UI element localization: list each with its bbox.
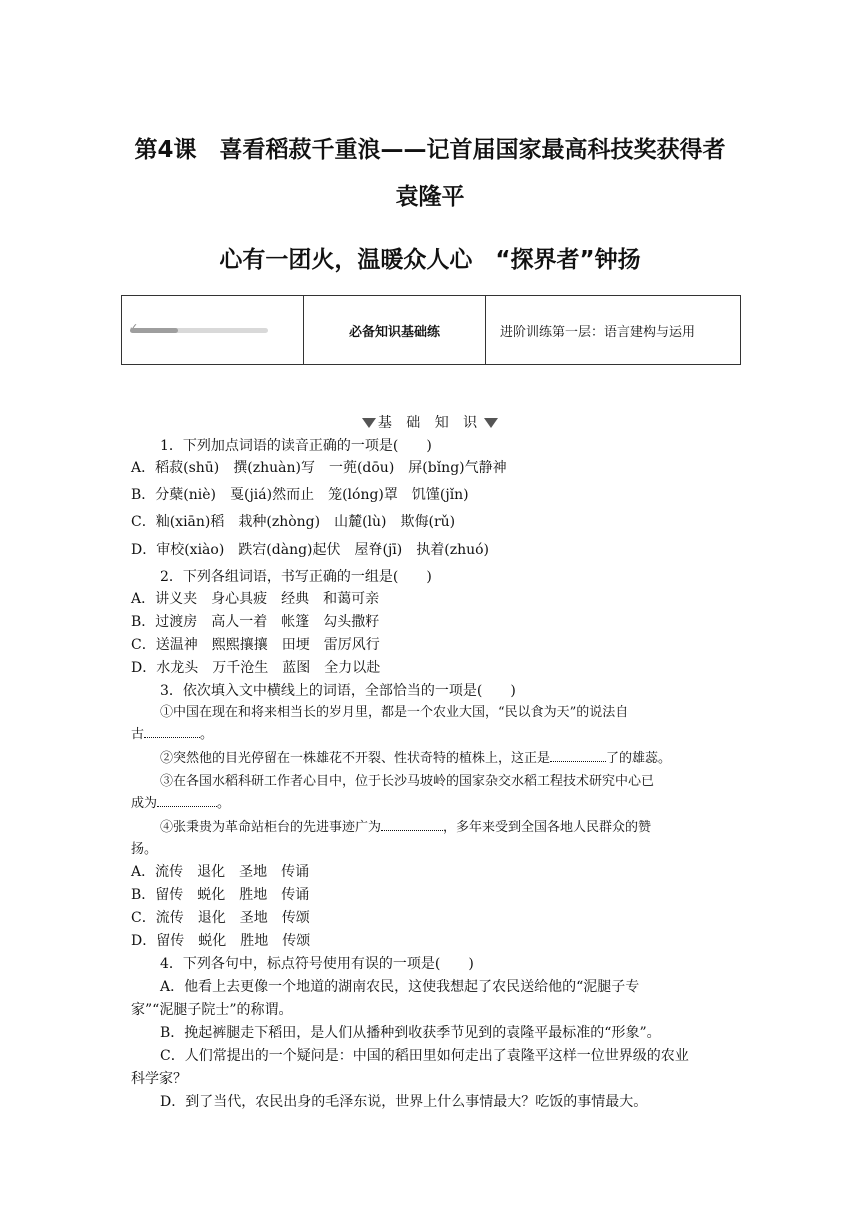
header-table	[121, 295, 741, 365]
q2-option-a: A．讲义夹 身心具疲 经典 和蔼可亲	[131, 591, 380, 607]
q3-text: 古	[131, 727, 145, 742]
q3-stem: 3．依次填入文中横线上的词语，全部恰当的一项是( )	[160, 683, 516, 699]
progress-cell	[122, 296, 304, 365]
training-level-label: 进阶训练第一层：语言建构与运用	[486, 296, 741, 365]
fill-blank	[144, 725, 200, 738]
q3-option-a: A．流传 退化 圣地 传诵	[131, 864, 310, 880]
progress-bar	[130, 328, 268, 333]
q3-text: ，多年来受到全国各地人民群众的赞	[443, 820, 652, 835]
q4-option-b: B．挽起裤腿走下稻田，是人们从播种到收获季节见到的袁隆平最标准的“形象”。	[160, 1025, 661, 1041]
fill-blank	[550, 749, 606, 762]
q3-text: ②突然他的目光停留在一株雄花不开裂、性状奇特的植株上，这正是	[160, 751, 551, 766]
q4-option-a-end: 家”“泥腿子院士”的称谓。	[131, 1002, 293, 1018]
q3-sentence-1: ①中国在现在和将来相当长的岁月里，都是一个农业大国，“民以食为天”的说法自	[160, 705, 629, 720]
triangle-right-icon	[484, 418, 498, 428]
q3-option-c: C．流传 退化 圣地 传颂	[131, 910, 310, 926]
practice-level-label: 必备知识基础练	[304, 296, 486, 365]
q3-option-b: B．留传 蜕化 胜地 传诵	[131, 887, 310, 903]
q4-stem: 4．下列各句中，标点符号使用有误的一项是( )	[160, 956, 474, 972]
fill-blank	[157, 794, 217, 807]
q4-option-c-end: 科学家？	[131, 1071, 187, 1087]
q2-stem: 2．下列各组词语，书写正确的一组是( )	[160, 569, 432, 585]
q3-text: ④张秉贵为革命站柜台的先进事迹广为	[160, 820, 382, 835]
q3-sentence-4	[160, 818, 760, 838]
q1-stem: 1．下列加点词语的读音正确的一项是( )	[160, 438, 432, 454]
q3-sentence-3-end	[131, 794, 731, 814]
q3-text: 。	[217, 796, 231, 811]
q2-option-c: C．送温神 熙熙攘攘 田埂 雷厉风行	[131, 637, 380, 653]
q4-option-a: A．他看上去更像一个地道的湖南农民，这使我想起了农民送给他的“泥腿子专	[160, 979, 640, 995]
fill-blank	[381, 818, 443, 831]
q4-option-c: C．人们常提出的一个疑问是：中国的稻田里如何走出了袁隆平这样一位世界级的农业	[160, 1048, 689, 1064]
q1-option-c: C．籼(xiān)稻 栽种(zhòng) 山麓(lù) 欺侮(rǔ)	[131, 514, 456, 530]
q3-text: 了的雄蕊。	[606, 751, 672, 766]
lesson-title: 第4课 喜看稻菽千重浪——记首届国家最高科技奖获得者	[134, 137, 726, 163]
q3-sentence-4-end: 扬。	[131, 842, 158, 857]
q3-sentence-2	[160, 749, 760, 769]
q3-sentence-1-end	[131, 725, 731, 745]
section-title: 基 础 知 识	[377, 415, 483, 431]
q3-option-d: D．留传 蜕化 胜地 传颂	[131, 933, 311, 949]
q4-option-d: D．到了当代，农民出身的毛泽东说，世界上什么事情最大？吃饭的事情最大。	[160, 1094, 648, 1110]
lesson-title-continued: 袁隆平	[395, 184, 465, 210]
lesson-subtitle: 心有一团火，温暖众人心 “探界者”钟扬	[219, 247, 641, 273]
progress-bar-fill	[130, 328, 178, 333]
q3-text: 。	[200, 727, 214, 742]
triangle-left-icon	[362, 418, 376, 428]
q2-option-b: B．过渡房 高人一着 帐篷 勾头撒籽	[131, 614, 380, 630]
q3-text: 成为	[131, 796, 158, 811]
q1-option-a: A．稻菽(shū) 撰(zhuàn)写 一蔸(dōu) 屏(bǐng)气静神	[131, 460, 507, 476]
q1-option-d: D．审校(xiào) 跌宕(dàng)起伏 屋脊(jī) 执着(zhuó)	[131, 542, 490, 558]
section-heading	[0, 412, 860, 432]
q2-option-d: D．水龙头 万千沧生 蓝图 全力以赴	[131, 660, 381, 676]
q1-option-b: B．分蘖(niè) 戛(jiá)然而止 笼(lóng)罩 饥馑(jǐn)	[131, 487, 469, 503]
q3-sentence-3: ③在各国水稻科研工作者心目中，位于长沙马坡岭的国家杂交水稻工程技术研究中心已	[160, 774, 655, 789]
